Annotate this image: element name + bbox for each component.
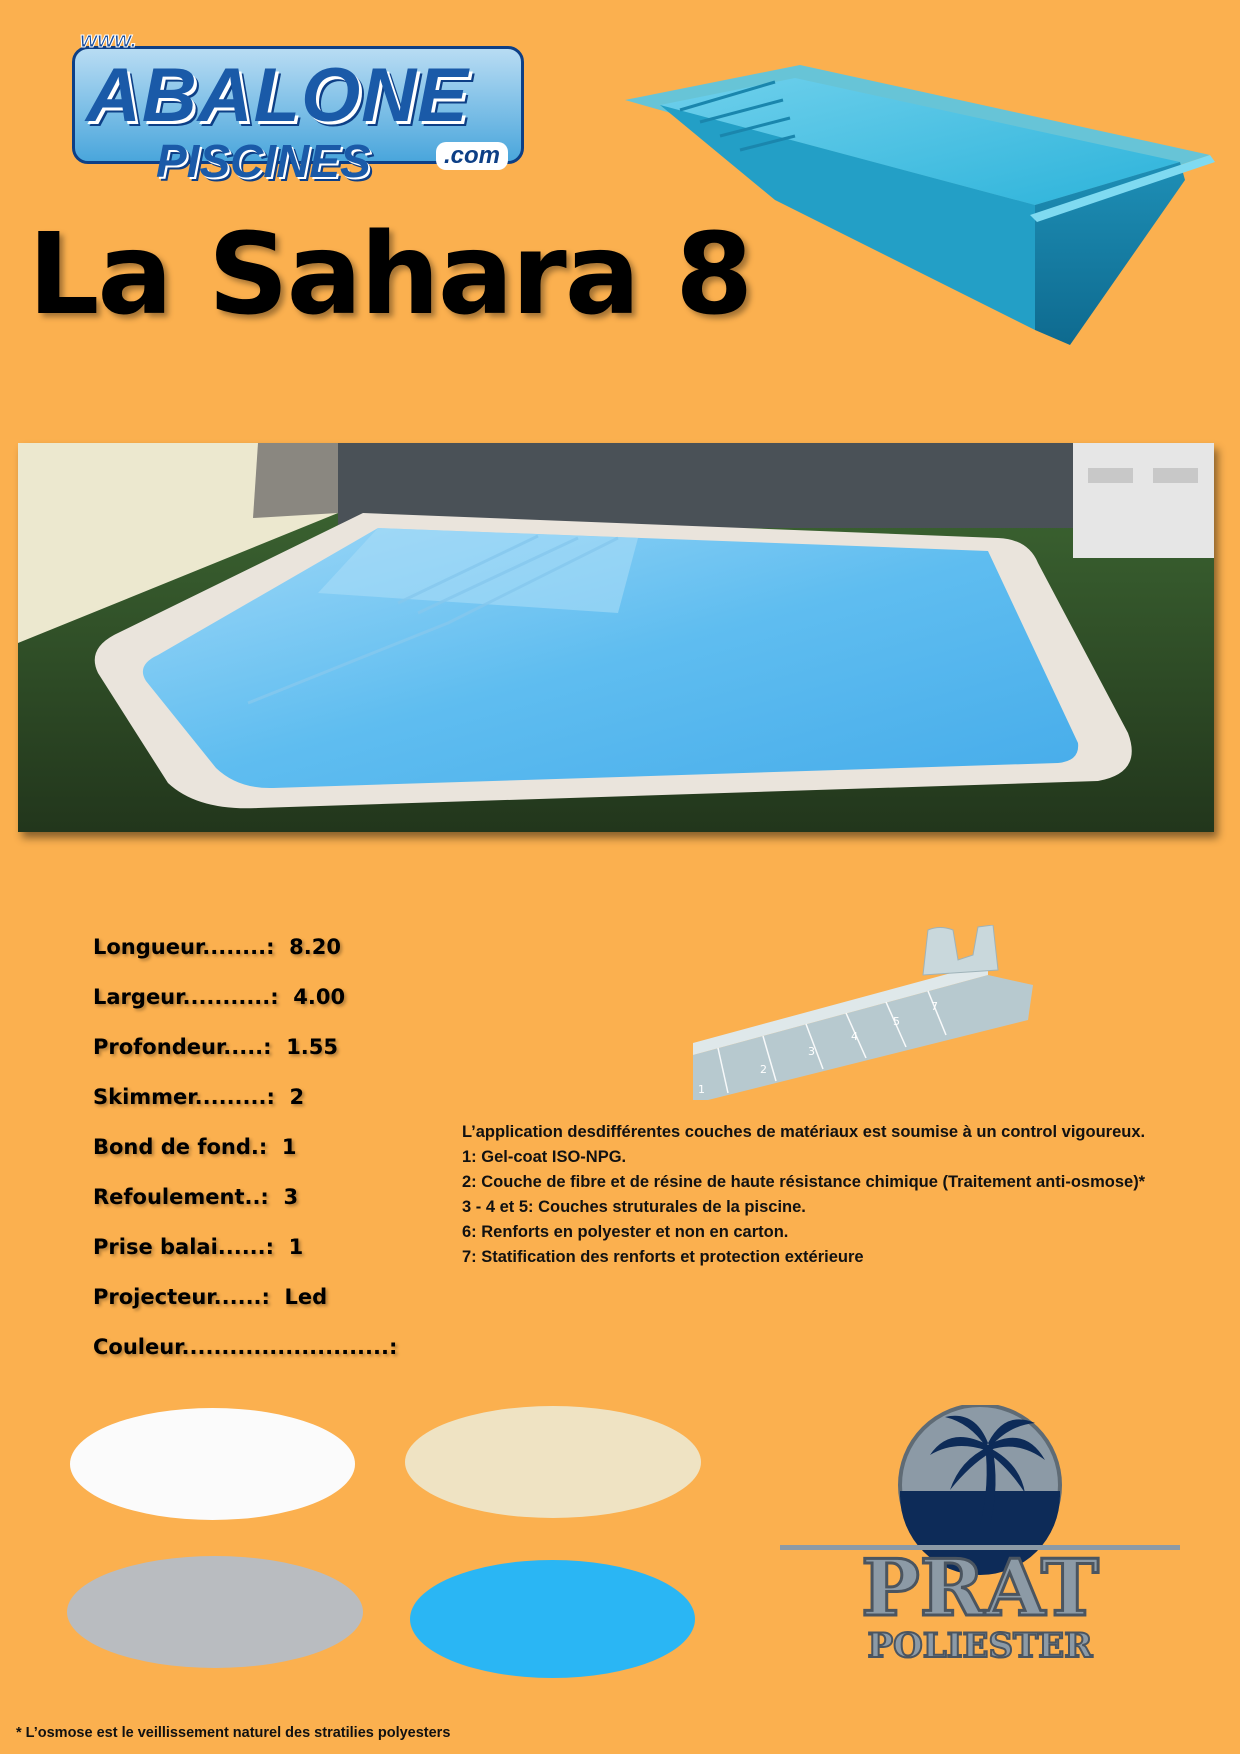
pool-shell-illustration [625,60,1215,360]
prat-logo-line1: PRAT [861,1543,1099,1634]
layer-number-3: 3 [808,1045,815,1058]
spec-label: Skimmer.........: [93,1085,275,1109]
spec-row-projecteur [93,1285,493,1335]
layer-number-1: 1 [698,1083,705,1096]
spec-value: Led [284,1285,328,1309]
spec-value: 1.55 [286,1035,339,1059]
spec-value: 2 [289,1085,305,1109]
spec-value: 3 [283,1185,299,1209]
spec-label: Profondeur.....: [93,1035,272,1059]
layer-item: 6: Renforts en polyester et non en carton. [462,1223,789,1241]
spec-row-bond-de-fond [93,1135,493,1185]
color-swatch-white [70,1408,355,1520]
spec-value: 8.20 [289,935,341,959]
spec-row-longueur [93,935,493,985]
spec-label: Prise balai......: [93,1235,275,1259]
spec-value: 4.00 [293,985,346,1009]
spec-label: Couleur..........................: [93,1335,398,1359]
spec-label: Largeur...........: [93,985,279,1009]
abalone-logo [68,22,528,187]
spec-row-couleur [93,1335,493,1385]
spec-row-prise-balai [93,1235,493,1285]
spec-label: Longueur........: [93,935,275,959]
layer-item: 1: Gel-coat ISO-NPG. [462,1148,627,1166]
layer-item: 2: Couche de fibre et de résine de haute résistance chimique (Traitement anti-osmose)* [462,1173,1146,1191]
layer-number-5: 5 [893,1015,900,1028]
spec-row-profondeur [93,1035,493,1085]
spec-value: 1 [281,1135,297,1159]
layer-number-7: 7 [931,1000,938,1013]
layer-number-4: 4 [851,1030,858,1043]
spec-label: Refoulement..: [93,1185,269,1209]
layer-item: 3 - 4 et 5: Couches struturales de la piscine. [462,1198,806,1216]
spec-row-skimmer [93,1085,493,1135]
prat-logo-line2: POLIESTER [867,1626,1093,1665]
logo-www: www. [80,27,137,52]
logo-sub: PISCINES [156,135,371,187]
layer-item: 7: Statification des renforts et protection extérieure [462,1248,864,1266]
logo-domain: .com [436,142,508,170]
spec-label: Projecteur......: [93,1285,270,1309]
color-swatch-cream [405,1406,701,1518]
footnote: * L’osmose est le veillissement naturel des stratilies polyesters [16,1725,451,1741]
layers-intro: L’application desdifférentes couches de matériaux est soumise à un control vigoureux. [462,1123,1146,1141]
color-swatch-blue [410,1560,695,1678]
spec-row-largeur [93,985,493,1035]
specs-list [93,935,493,1385]
page-title: La Sahara 8 [28,210,752,340]
layer-number-2: 2 [760,1063,767,1076]
color-swatch-grey [67,1556,363,1668]
spec-value: 1 [288,1235,304,1259]
logo-brand: ABALONE [86,53,469,138]
pool-photo [18,443,1214,832]
layers-description [462,1120,1232,1270]
prat-poliester-logo [780,1405,1180,1665]
layers-diagram [688,925,1043,1100]
spec-row-refoulement [93,1185,493,1235]
spec-label: Bond de fond.: [93,1135,268,1159]
